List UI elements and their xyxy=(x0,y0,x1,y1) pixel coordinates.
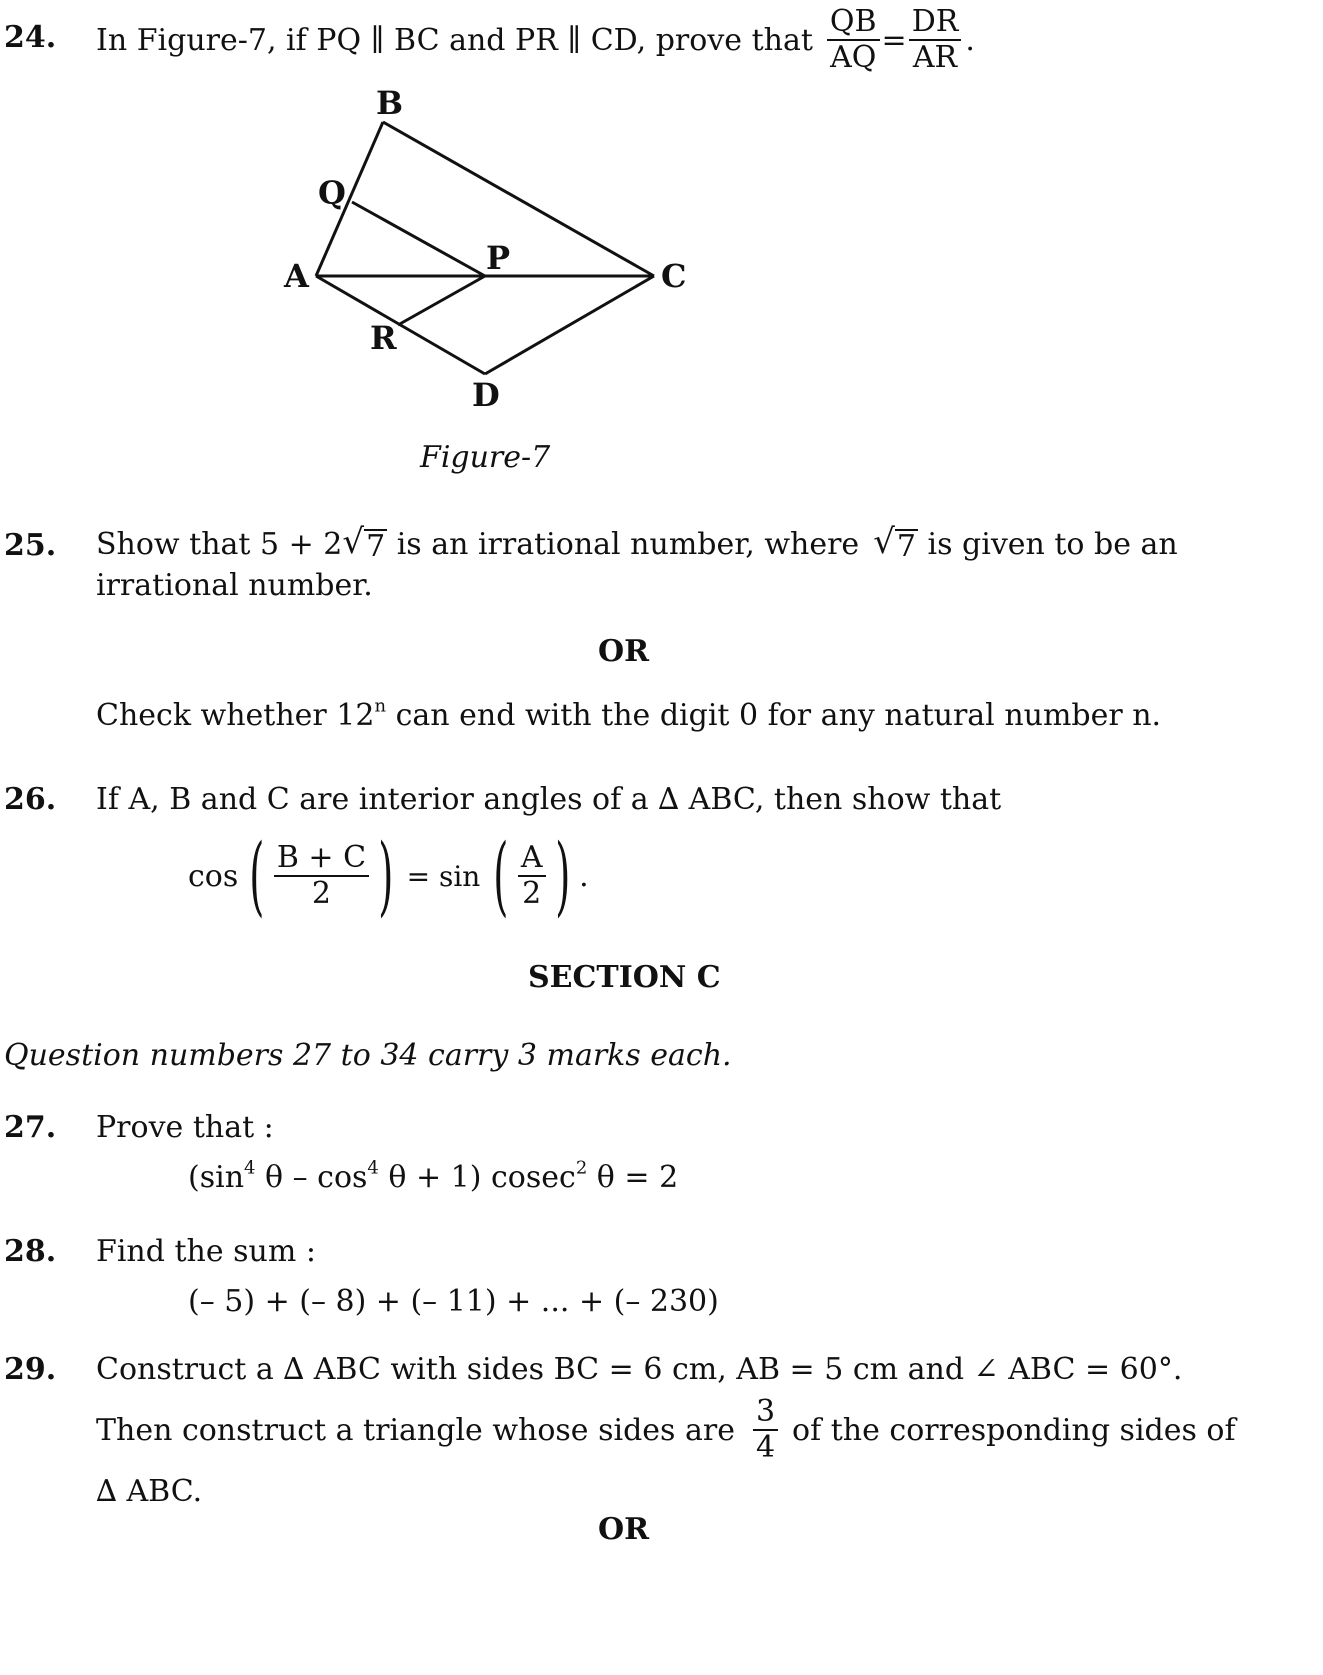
statement-period: . xyxy=(965,22,975,58)
equals-sin: = sin xyxy=(406,859,481,893)
question-28-text: Find the sum : xyxy=(96,1234,316,1269)
figure-7-diagram xyxy=(270,80,710,420)
fraction-denominator: AQ xyxy=(830,40,877,75)
question-25-alternative xyxy=(96,695,1162,733)
figure-caption: Figure-7 xyxy=(420,440,551,475)
question-26-equation xyxy=(188,826,589,926)
fraction-a-over-2 xyxy=(518,841,546,912)
square-root-7-second xyxy=(873,522,918,562)
radicand: 7 xyxy=(366,528,386,564)
fraction-numerator: A xyxy=(518,841,546,878)
cos-function: cos xyxy=(188,858,239,894)
question-29-line-2 xyxy=(96,1384,1236,1476)
left-paren: ( xyxy=(249,826,265,926)
fraction-denominator: AR xyxy=(912,40,958,75)
question-number-25: 25. xyxy=(4,528,57,563)
vertex-label-a: A xyxy=(284,257,309,295)
radical-sign: √ xyxy=(873,522,895,562)
fraction-3-over-4 xyxy=(753,1395,778,1466)
or-divider-29: OR xyxy=(598,1512,650,1547)
radicand: 7 xyxy=(896,528,916,564)
eq-part: (sin xyxy=(188,1160,245,1195)
vertex-label-b: B xyxy=(376,84,404,122)
fraction-dr-ar xyxy=(909,5,962,76)
segment-bc xyxy=(383,122,654,276)
segment-cd xyxy=(485,276,654,374)
fraction-numerator: 3 xyxy=(753,1395,778,1432)
question-27-text: Prove that : xyxy=(96,1110,274,1145)
question-number-27: 27. xyxy=(4,1110,57,1145)
question-number-28: 28. xyxy=(4,1234,57,1269)
question-24-statement xyxy=(96,0,975,80)
vertex-label-p: P xyxy=(486,239,511,277)
question-26-text: If A, B and C are interior angles of a ∆ ABC, then show that xyxy=(96,782,1002,817)
fraction-denominator: 2 xyxy=(522,876,542,911)
fraction-numerator: DR xyxy=(909,5,962,42)
question-29-text-b: of the corresponding sides of xyxy=(792,1412,1236,1448)
exponent: 4 xyxy=(367,1157,379,1179)
question-25-line-2: irrational number. xyxy=(96,568,373,603)
question-28-expression: (– 5) + (– 8) + (– 11) + ... + (– 230) xyxy=(188,1284,719,1319)
eq-part: θ = 2 xyxy=(587,1160,679,1195)
vertex-label-c: C xyxy=(661,257,687,295)
left-paren: ( xyxy=(493,826,509,926)
eq-part: θ + 1) cosec xyxy=(378,1160,576,1195)
segment-pr xyxy=(398,276,485,325)
section-c-heading: SECTION C xyxy=(528,960,721,995)
question-25-text-c: is given to be an xyxy=(917,527,1178,562)
or-divider-25: OR xyxy=(598,634,650,669)
fraction-b-plus-c-over-2 xyxy=(274,841,369,912)
exponent-n: n xyxy=(374,695,387,717)
eq-part: θ – cos xyxy=(255,1160,368,1195)
question-25-alt-text-b: can end with the digit 0 for any natural number n. xyxy=(386,698,1162,733)
question-number-26: 26. xyxy=(4,782,57,817)
fraction-numerator: QB xyxy=(827,5,880,42)
question-number-24: 24. xyxy=(4,20,57,55)
segment-pq xyxy=(352,202,485,276)
radical-sign: √ xyxy=(342,522,365,562)
equation-period: . xyxy=(579,858,589,894)
right-paren: ) xyxy=(378,826,394,926)
question-27-equation xyxy=(188,1157,679,1195)
section-c-instruction: Question numbers 27 to 34 carry 3 marks each. xyxy=(4,1038,732,1073)
question-24-text: In Figure-7, if PQ ∥ BC and PR ∥ CD, prove that xyxy=(96,22,813,58)
fraction-numerator: B + C xyxy=(274,841,369,878)
question-25-alt-text-a: Check whether 12 xyxy=(96,698,375,733)
exponent: 4 xyxy=(244,1157,256,1179)
fraction-denominator: 4 xyxy=(755,1430,776,1465)
question-29-line-3: ∆ ABC. xyxy=(96,1474,203,1509)
question-25-line-1 xyxy=(96,522,1178,562)
vertex-label-q: Q xyxy=(318,174,346,212)
question-25-text-a: Show that 5 + 2 xyxy=(96,527,343,562)
fraction-denominator: 2 xyxy=(311,876,331,911)
question-number-29: 29. xyxy=(4,1352,57,1387)
exponent: 2 xyxy=(575,1157,588,1179)
square-root-7 xyxy=(342,522,387,562)
vertex-label-r: R xyxy=(370,319,397,357)
question-25-text-b: is an irrational number, where xyxy=(387,527,860,562)
fraction-qb-aq xyxy=(827,5,880,76)
question-29-text-a: Then construct a triangle whose sides are xyxy=(96,1412,735,1448)
question-29-line-1: Construct a ∆ ABC with sides BC = 6 cm, AB = 5 cm and ∠ ABC = 60°. xyxy=(96,1352,1183,1387)
equals-sign: = xyxy=(881,22,907,58)
vertex-label-d: D xyxy=(472,376,500,414)
right-paren: ) xyxy=(554,826,570,926)
